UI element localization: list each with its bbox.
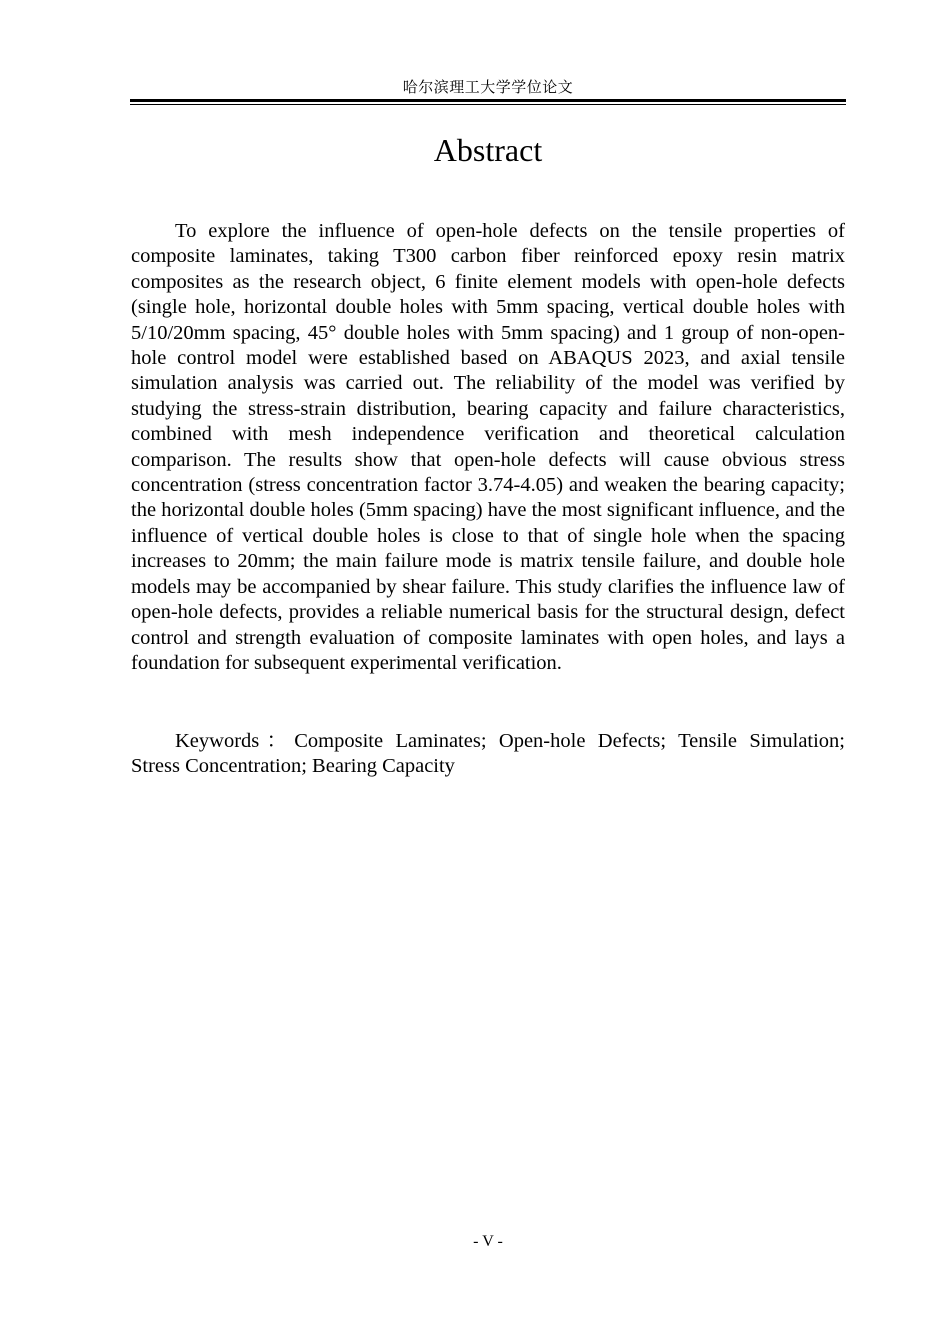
page-title: Abstract	[433, 132, 543, 168]
keywords-paragraph	[131, 729, 845, 780]
running-header: 哈尔滨理工大学学位论文	[402, 80, 574, 96]
header-rule-thick	[130, 99, 846, 102]
keywords-label: Keywords：	[175, 730, 295, 752]
header-rule-thin	[130, 104, 846, 105]
keywords-text: Composite Laminates; Open-hole Defects; Tensile Simulation; Stress Concentration; Bearing Capacity	[131, 730, 846, 778]
page-number: - V -	[473, 1233, 503, 1250]
abstract-paragraph: To explore the influence of open-hole defects on the tensile properties of composite laminates, taking T300 carbon fiber reinforced epoxy resin matrix composites as the research object, 6 finite element models with open-hole defects (single hole, horizontal double holes with 5mm spacing, vertical double holes with 5/10/20mm spacing, 45° double holes with 5mm spacing) and 1 group of non-open-hole control model were established based on ABAQUS 2023, and axial tensile simulation analysis was carried out. The reliability of the model was verified by studying the stress-strain distribution, bearing capacity and failure characteristics, combined with mesh independence verification and theoretical calculation comparison. The results show that open-hole defects will cause obvious stress concentration (stress concentration factor 3.74-4.05) and weaken the bearing capacity; the horizontal double holes (5mm spacing) have the most significant influence, and the influence of vertical double holes is close to that of single hole when the spacing increases to 20mm; the main failure mode is matrix tensile failure, and double hole models may be accompanied by shear failure. This study clarifies the influence law of open-hole defects, provides a reliable numerical basis for the structural design, defect control and strength evaluation of composite laminates with open holes, and lays a foundation for subsequent experimental verification.	[131, 220, 845, 674]
